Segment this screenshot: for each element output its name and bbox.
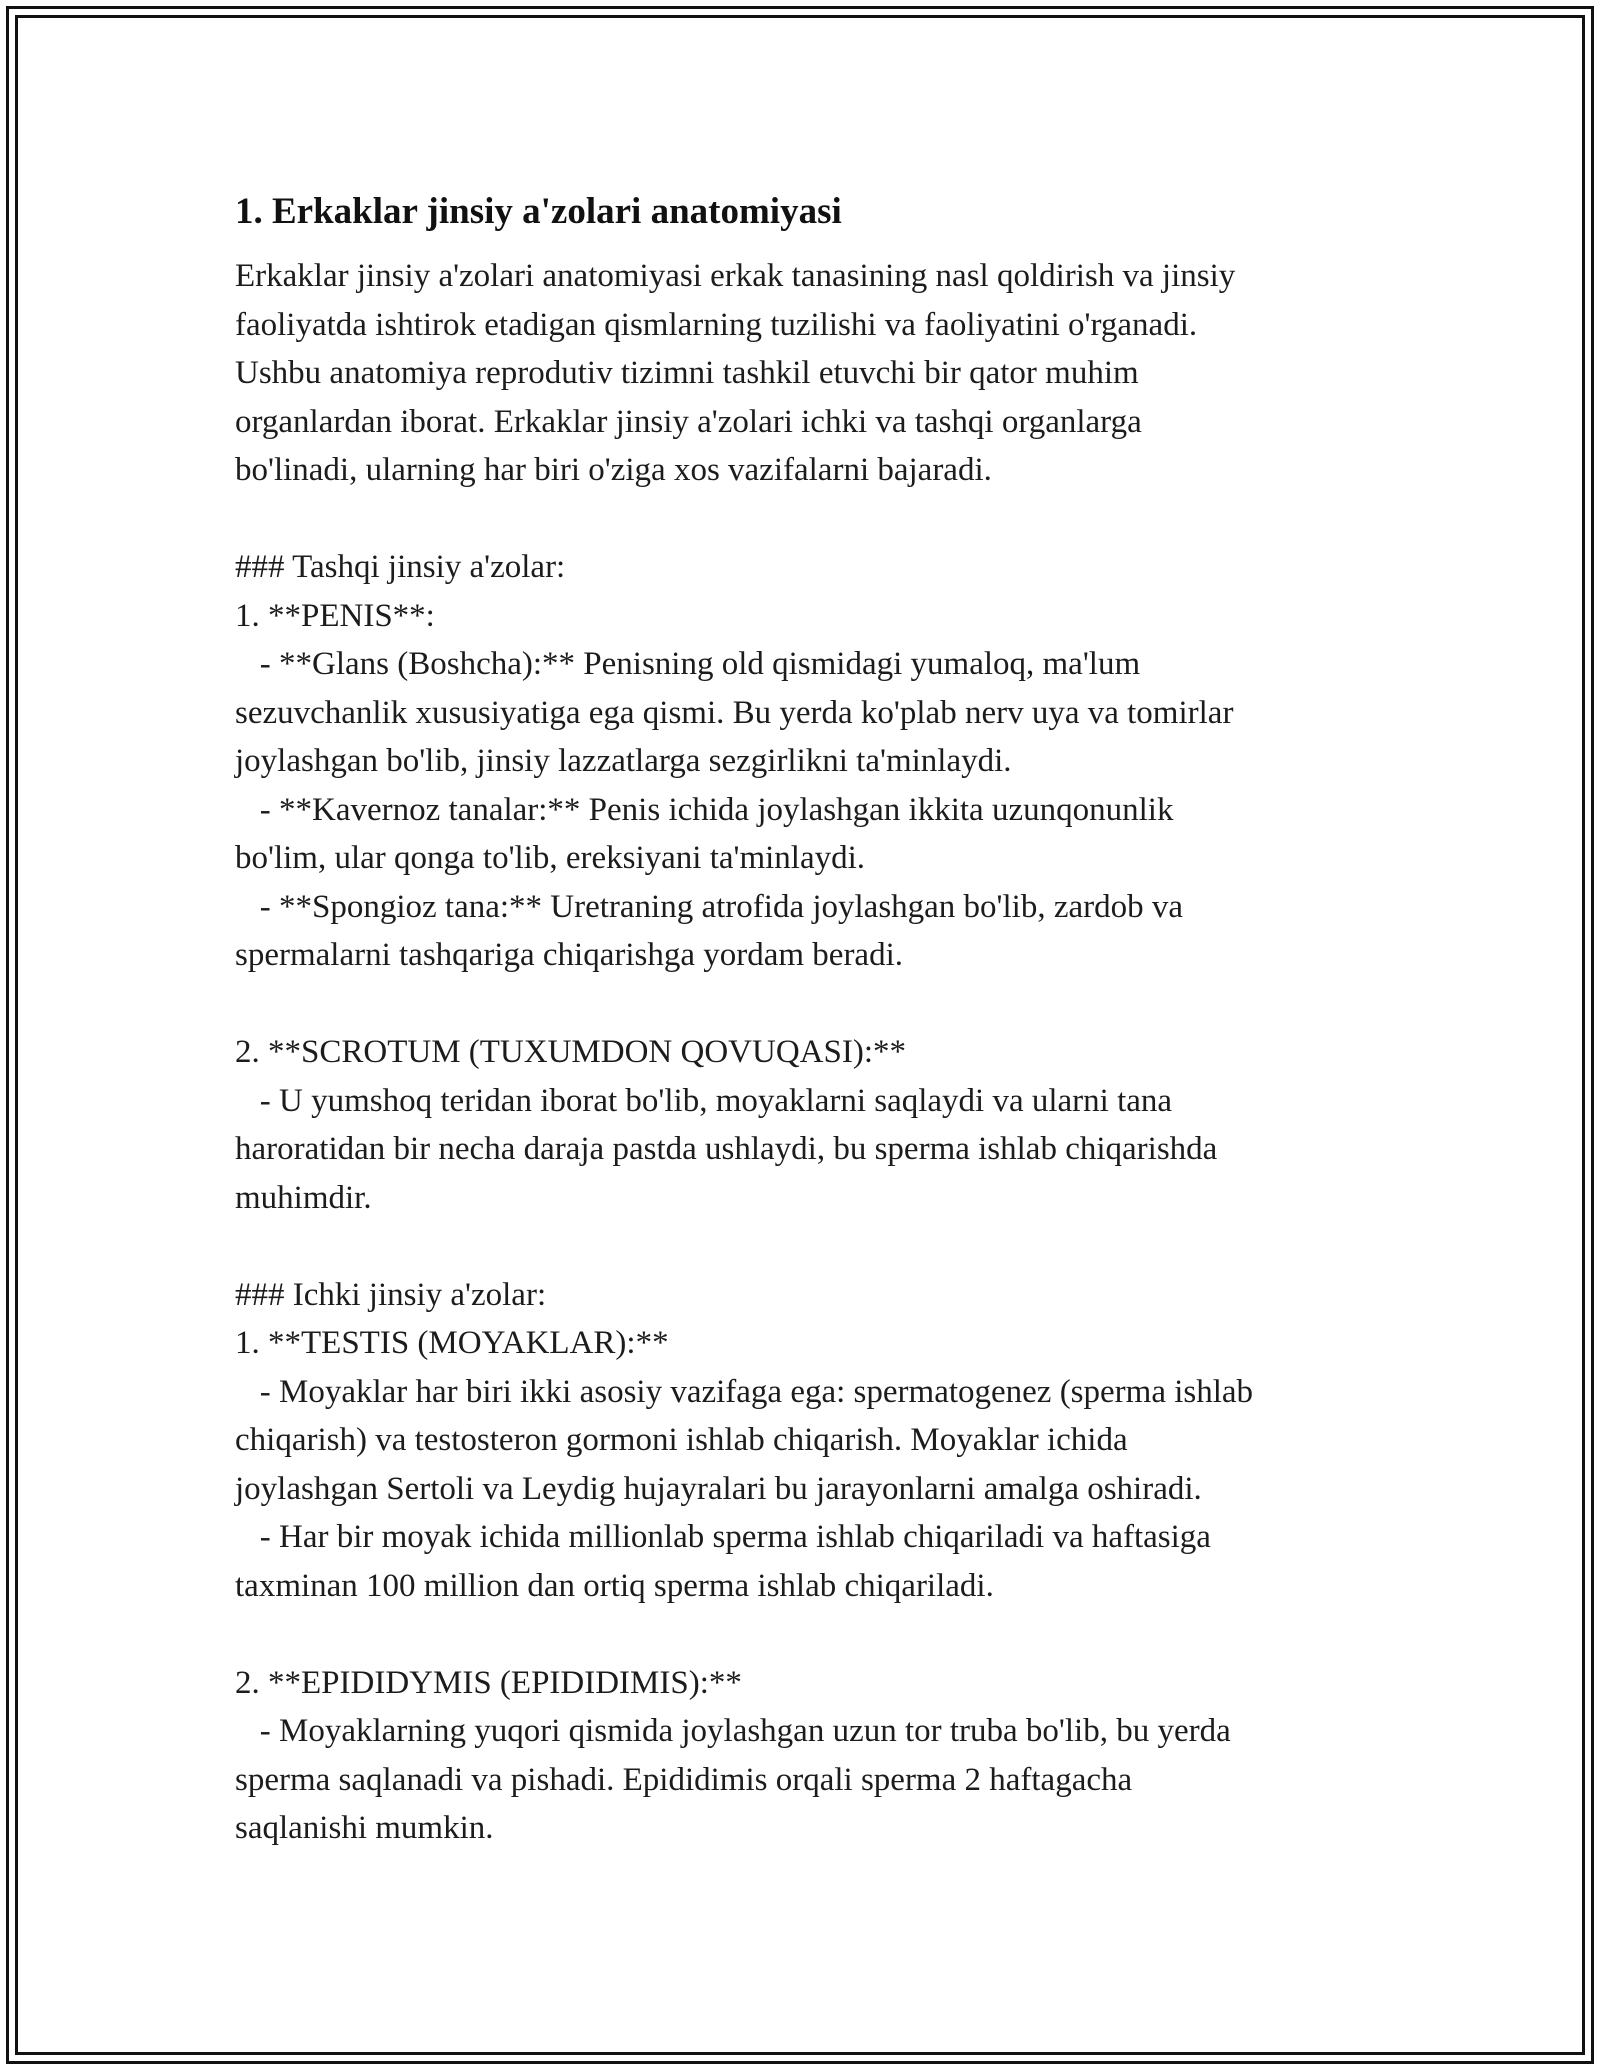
text-line: ### Tashqi jinsiy a'zolar:	[235, 549, 566, 585]
text-line: - **Kavernoz tanalar:** Penis ichida joylashgan ikkita uzunqonunlik	[235, 791, 1174, 828]
text-line: saqlanishi mumkin.	[235, 1810, 494, 1846]
text-line: 2. **SCROTUM (TUXUMDON QOVUQASI):**	[235, 1034, 907, 1070]
text-line: Erkaklar jinsiy a'zolari anatomiyasi erkak tanasining nasl qoldirish va jinsiy	[235, 258, 1236, 294]
text-line: muhimdir.	[235, 1179, 372, 1216]
text-line: 1. **PENIS**:	[235, 597, 435, 634]
text-line: haroratidan bir necha daraja pastda ushlaydi, bu sperma ishlab chiqarishda	[235, 1131, 1218, 1167]
text-line: - **Glans (Boshcha):** Penisning old qismidagi yumaloq, ma'lum	[235, 646, 1141, 682]
text-line: Ushbu anatomiya reprodutiv tizimni tashkil etuvchi bir qator muhim	[235, 355, 1139, 391]
text-line: spermalarni tashqariga chiqarishga yordam beradi.	[235, 937, 903, 973]
blank-line	[235, 495, 1375, 544]
document-title: 1. Erkaklar jinsiy a'zolari anatomiyasi	[235, 191, 842, 232]
text-line: - Moyaklarning yuqori qismida joylashgan uzun tor truba bo'lib, bu yerda	[235, 1713, 1231, 1749]
text-line: organlardan iborat. Erkaklar jinsiy a'zolari ichki va tashqi organlarga	[235, 403, 1142, 440]
text-line: sezuvchanlik xususiyatiga ega qismi. Bu yerda ko'plab nerv uya va tomirlar	[235, 694, 1234, 731]
blank-line	[235, 980, 1375, 1029]
text-line: bo'linadi, ularning har biri o'ziga xos vazifalarni bajaradi.	[235, 452, 992, 488]
text-line: 2. **EPIDIDYMIS (EPIDIDIMIS):**	[235, 1664, 742, 1701]
text-line: sperma saqlanadi va pishadi. Epididimis orqali sperma 2 haftagacha	[235, 1761, 1133, 1798]
blank-line	[235, 1610, 1375, 1659]
text-line: - Moyaklar har biri ikki asosiy vazifaga ega: spermatogenez (sperma ishlab	[235, 1373, 1254, 1410]
text-line: joylashgan Sertoli va Leydig hujayralari bu jarayonlarni amalga oshiradi.	[235, 1470, 1202, 1507]
document-content	[235, 186, 1375, 1853]
text-line: ### Ichki jinsiy a'zolar:	[235, 1276, 547, 1313]
document-body	[235, 252, 1375, 1853]
text-line: taxminan 100 million dan ortiq sperma ishlab chiqariladi.	[235, 1567, 994, 1604]
text-line: - Har bir moyak ichida millionlab sperma ishlab chiqariladi va haftasiga	[235, 1519, 1211, 1555]
text-line: 1. **TESTIS (MOYAKLAR):**	[235, 1325, 669, 1361]
text-line: chiqarish) va testosteron gormoni ishlab chiqarish. Moyaklar ichida	[235, 1422, 1128, 1458]
text-line: bo'lim, ular qonga to'lib, ereksiyani ta'minlaydi.	[235, 840, 866, 876]
blank-line	[235, 1222, 1375, 1271]
text-line: - U yumshoq teridan iborat bo'lib, moyaklarni saqlaydi va ularni tana	[235, 1082, 1173, 1119]
text-line: - **Spongioz tana:** Uretraning atrofida joylashgan bo'lib, zardob va	[235, 888, 1184, 925]
text-line: joylashgan bo'lib, jinsiy lazzatlarga sezgirlikni ta'minlaydi.	[235, 743, 1012, 779]
text-line: faoliyatda ishtirok etadigan qismlarning tuzilishi va faoliyatini o'rganadi.	[235, 306, 1198, 343]
